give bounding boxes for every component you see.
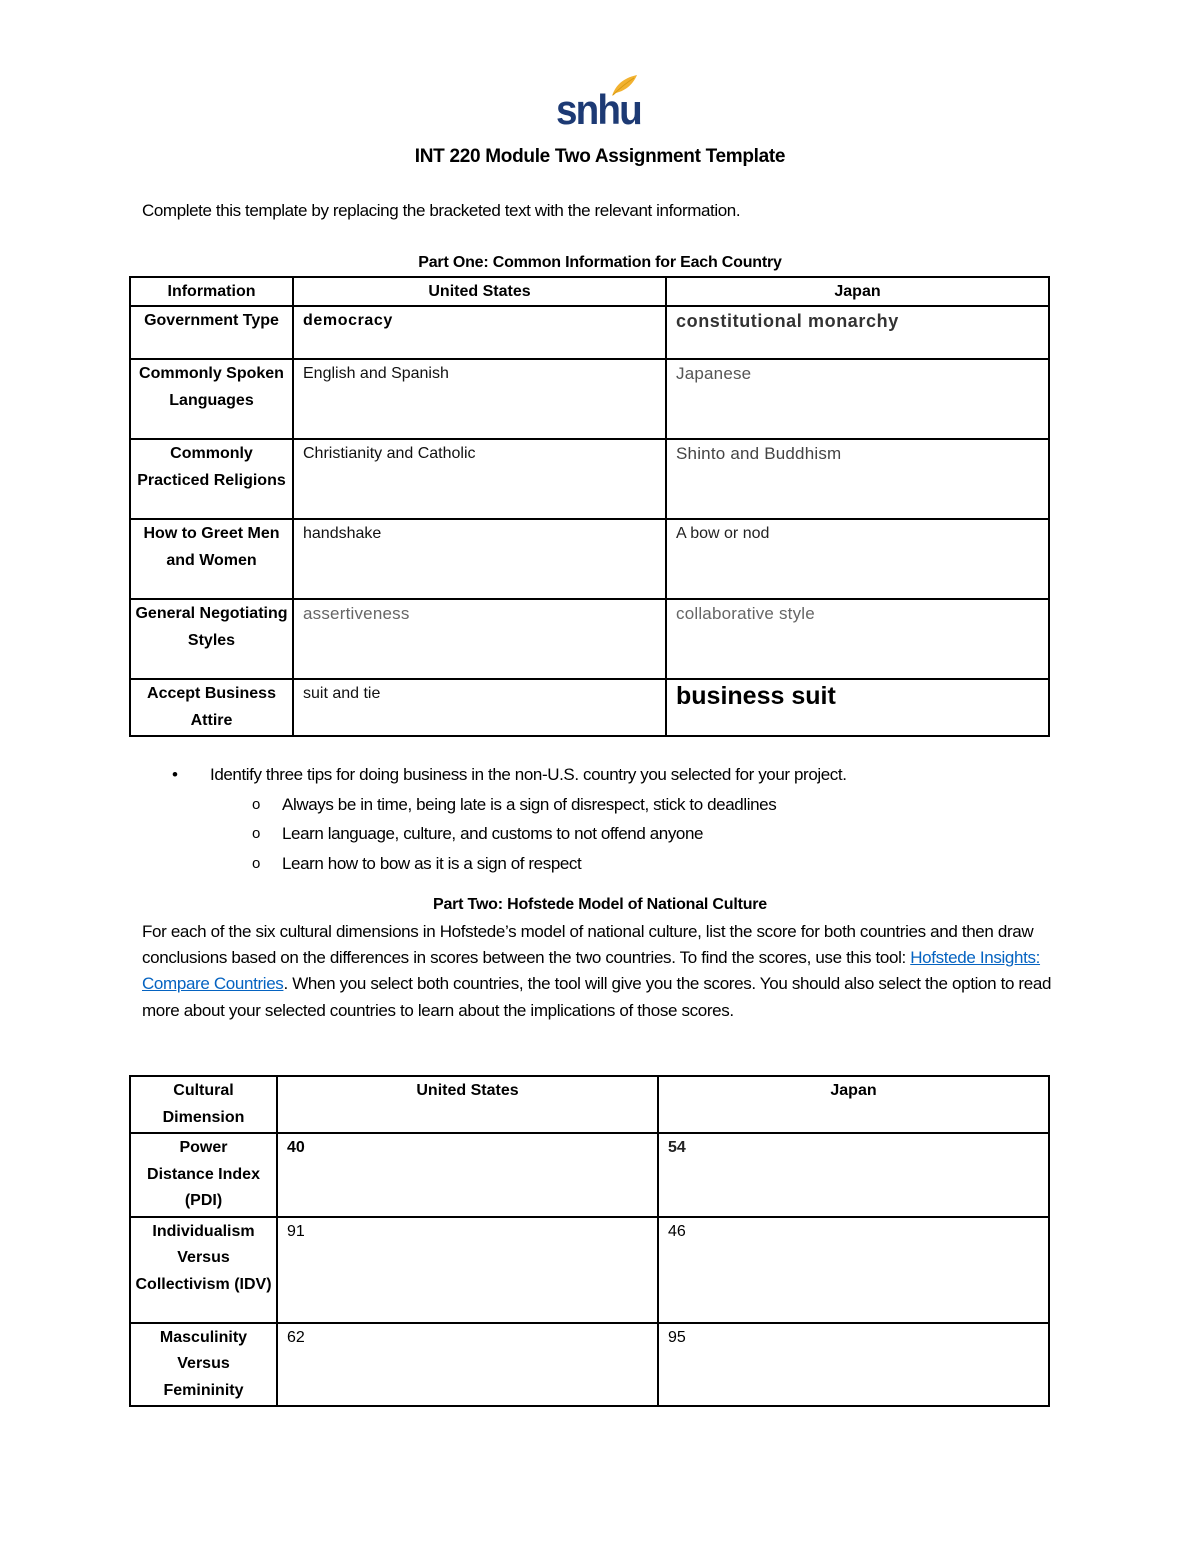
- logo-text: snhu: [556, 86, 641, 133]
- column-header: United States: [293, 277, 666, 306]
- tips-prompt: [172, 760, 847, 790]
- tips-prompt-text: Identify three tips for doing business in the non-U.S. country you selected for your project.: [210, 765, 847, 784]
- sub-bullet-icon: o: [252, 825, 260, 842]
- score-value: 95: [668, 1328, 686, 1346]
- part-one-heading: Part One: Common Information for Each Country: [418, 254, 782, 271]
- part-two-instructions: [142, 919, 1062, 1024]
- us-score-cell[interactable]: [277, 1133, 658, 1217]
- tip-item: [172, 849, 847, 879]
- us-cell[interactable]: [293, 519, 666, 599]
- tip-text: Always be in time, being late is a sign of disrespect, stick to deadlines: [282, 794, 777, 814]
- cell-value: constitutional monarchy: [676, 311, 899, 331]
- row-label: Government Type: [130, 306, 293, 359]
- cell-value: English and Spanish: [303, 365, 449, 382]
- table-row: [130, 679, 1049, 736]
- table-header-row: [130, 1076, 1049, 1133]
- column-header: Japan: [666, 277, 1049, 306]
- row-label: Masculinity Versus Femininity: [130, 1323, 277, 1407]
- snhu-logo: [556, 72, 640, 132]
- tip-item: [172, 790, 847, 820]
- instructions-text: For each of the six cultural dimensions in Hofstede’s model of national culture, list the score for both countries and then draw conclusions based on the differences in scores between the two countries. To find the scores, use this tool:: [142, 922, 1034, 968]
- cell-value: A bow or nod: [676, 525, 770, 542]
- tip-item: [172, 819, 847, 849]
- japan-score-cell[interactable]: [658, 1133, 1049, 1217]
- row-label: Commonly Practiced Religions: [130, 439, 293, 519]
- row-label: General Negotiating Styles: [130, 599, 293, 679]
- us-cell[interactable]: [293, 359, 666, 439]
- japan-cell[interactable]: [666, 439, 1049, 519]
- part-one-table: [129, 276, 1050, 737]
- column-header: Cultural Dimension: [130, 1076, 277, 1133]
- row-label: Accept Business Attire: [130, 679, 293, 736]
- column-header: United States: [277, 1076, 658, 1133]
- cell-value: Japanese: [676, 364, 752, 383]
- table-header-row: [130, 277, 1049, 306]
- cell-value: business suit: [676, 682, 836, 710]
- us-score-cell[interactable]: [277, 1323, 658, 1407]
- bullet-icon: •: [172, 765, 178, 784]
- us-cell[interactable]: [293, 306, 666, 359]
- cell-value: suit and tie: [303, 685, 381, 702]
- table-row: [130, 1217, 1049, 1323]
- tips-list: [172, 760, 847, 878]
- cell-value: handshake: [303, 525, 382, 542]
- cell-value: assertiveness: [303, 604, 410, 623]
- japan-cell[interactable]: [666, 306, 1049, 359]
- sub-bullet-icon: o: [252, 795, 260, 813]
- japan-score-cell[interactable]: [658, 1217, 1049, 1323]
- us-cell[interactable]: [293, 679, 666, 736]
- row-label: Individualism Versus Collectivism (IDV): [130, 1217, 277, 1323]
- us-cell[interactable]: [293, 599, 666, 679]
- sub-bullet-icon: o: [252, 854, 260, 872]
- cell-value: Christianity and Catholic: [303, 445, 476, 462]
- hofstede-link[interactable]: Hofstede Insights: Compare Countries: [142, 948, 1041, 994]
- score-value: 54: [668, 1139, 686, 1156]
- table-row: [130, 1323, 1049, 1407]
- table-row: [130, 599, 1049, 679]
- score-value: 62: [287, 1328, 305, 1346]
- japan-score-cell[interactable]: [658, 1323, 1049, 1407]
- cell-value: collaborative style: [676, 604, 815, 623]
- tip-text: Learn language, culture, and customs to not offend anyone: [282, 824, 704, 843]
- document-title: INT 220 Module Two Assignment Template: [414, 146, 786, 167]
- japan-cell[interactable]: [666, 359, 1049, 439]
- column-header: Information: [130, 277, 293, 306]
- score-value: 91: [287, 1222, 305, 1240]
- cell-value: Shinto and Buddhism: [676, 444, 842, 463]
- row-label: Power Distance Index (PDI): [130, 1133, 277, 1217]
- instructions-text: . When you select both countries, the tool will give you the scores. You should also select the option to read more about your selected countries to learn about the implications of those scores.: [142, 974, 1052, 1020]
- table-row: [130, 1133, 1049, 1217]
- japan-cell[interactable]: [666, 599, 1049, 679]
- japan-cell[interactable]: [666, 519, 1049, 599]
- score-value: 40: [287, 1139, 305, 1156]
- tip-text: Learn how to bow as it is a sign of respect: [282, 853, 582, 873]
- part-two-heading: Part Two: Hofstede Model of National Culture: [432, 896, 768, 913]
- table-row: [130, 439, 1049, 519]
- japan-cell[interactable]: [666, 679, 1049, 736]
- intro-text: Complete this template by replacing the bracketed text with the relevant information.: [142, 201, 741, 220]
- cell-value: democracy: [303, 312, 393, 329]
- column-header: Japan: [658, 1076, 1049, 1133]
- part-two-table: [129, 1075, 1050, 1407]
- table-row: [130, 306, 1049, 359]
- us-cell[interactable]: [293, 439, 666, 519]
- score-value: 46: [668, 1222, 686, 1240]
- us-score-cell[interactable]: [277, 1217, 658, 1323]
- table-row: [130, 519, 1049, 599]
- row-label: Commonly Spoken Languages: [130, 359, 293, 439]
- row-label: How to Greet Men and Women: [130, 519, 293, 599]
- table-row: [130, 359, 1049, 439]
